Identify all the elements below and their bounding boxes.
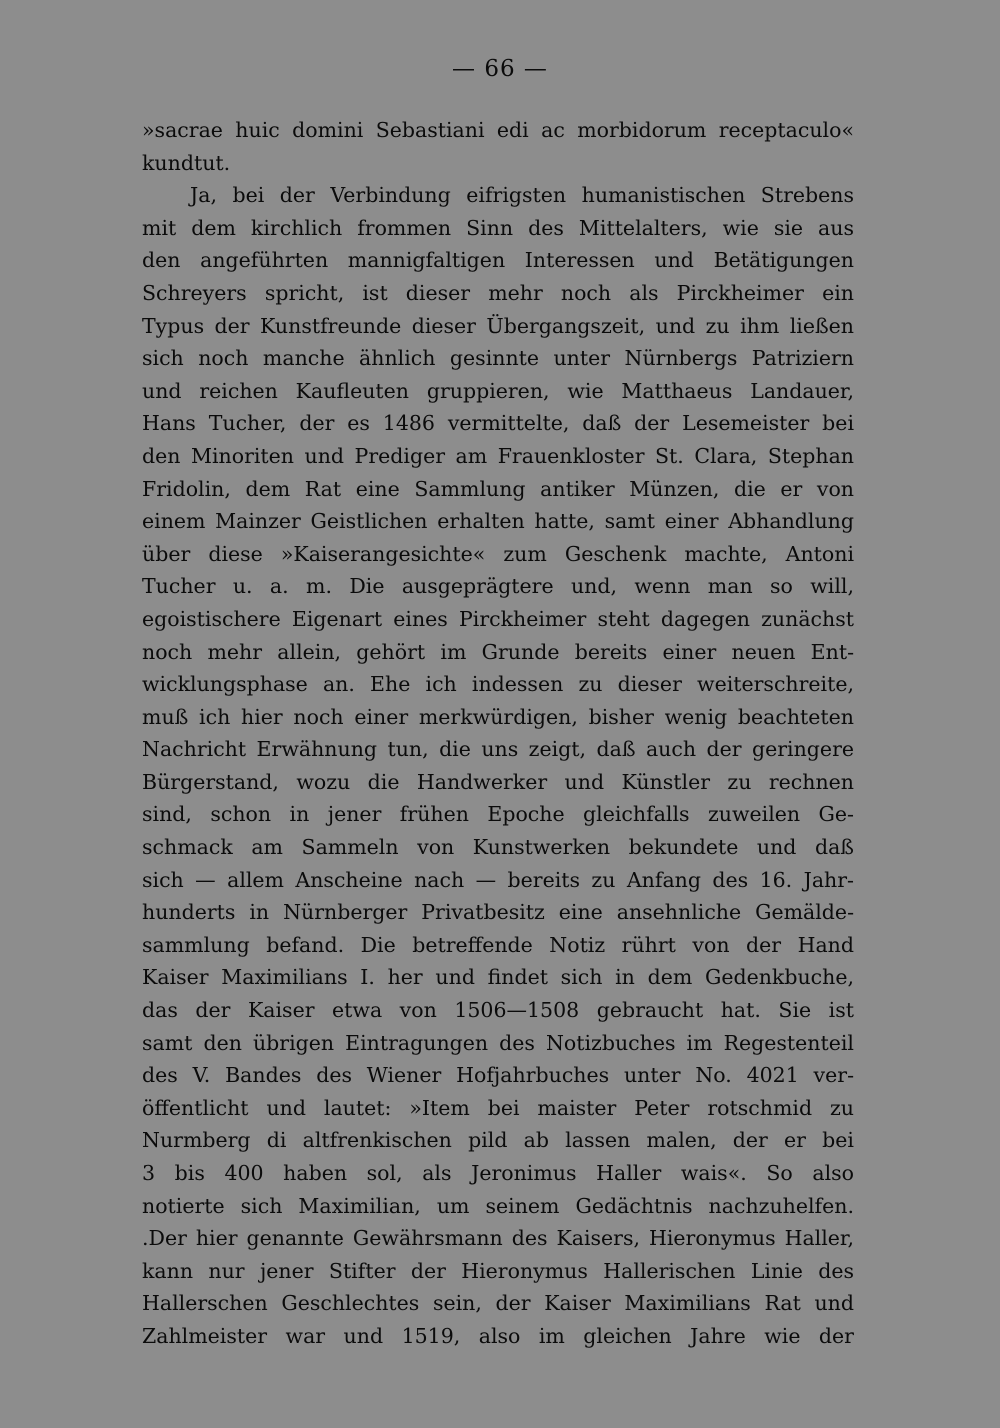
text-line: wicklungsphase an. Ehe ich indessen zu dieser weiterschreite, <box>142 672 854 697</box>
text-line: des V. Bandes des Wiener Hofjahrbuches unter No. 4021 ver- <box>142 1063 854 1088</box>
text-line: öffentlicht und lautet: »Item bei maister Peter rotschmid zu <box>142 1095 854 1120</box>
text-line: Hallerschen Geschlechtes sein, der Kaiser Maximilians Rat und <box>142 1291 854 1316</box>
text-line: sind, schon in jener frühen Epoche gleichfalls zuweilen Ge- <box>142 802 854 827</box>
text-line: Schreyers spricht, ist dieser mehr noch als Pirckheimer ein <box>142 280 854 305</box>
text-line: hunderts in Nürnberger Privatbesitz eine ansehnliche Gemälde- <box>142 900 854 925</box>
text-line: Zahlmeister war und 1519, also im gleichen Jahre wie der <box>142 1323 854 1348</box>
text-line: den angeführten mannigfaltigen Interessen und Betätigungen <box>142 248 854 273</box>
text-line: Hans Tucher, der es 1486 vermittelte, daß der Lesemeister bei <box>142 411 854 436</box>
text-line: sich noch manche ähnlich gesinnte unter Nürnbergs Patriziern <box>142 346 854 371</box>
text-line: einem Mainzer Geistlichen erhalten hatte, samt einer Abhandlung <box>142 509 854 534</box>
text-line: und reichen Kaufleuten gruppieren, wie Matthaeus Landauer, <box>142 378 854 403</box>
text-line: Kaiser Maximilians I. her und findet sich in dem Gedenkbuche, <box>142 965 854 990</box>
text-line: muß ich hier noch einer merkwürdigen, bisher wenig beachteten <box>142 704 854 729</box>
text-line: »sacrae huic domini Sebastiani edi ac morbidorum receptaculo« <box>142 118 854 142</box>
text-line: Tucher u. a. m. Die ausgeprägtere und, wenn man so will, <box>142 574 854 599</box>
text-line: notierte sich Maximilian, um seinem Gedächtnis nachzuhelfen. <box>142 1193 854 1218</box>
text-line: über diese »Kaiserangesichte« zum Geschenk machte, Antoni <box>142 541 854 566</box>
text-line: egoistischere Eigenart eines Pirckheimer steht dagegen zunächst <box>142 606 854 631</box>
text-line: sich — allem Anscheine nach — bereits zu Anfang des 16. Jahr- <box>142 867 854 892</box>
text-line: kann nur jener Stifter der Hieronymus Hallerischen Linie des <box>142 1258 854 1283</box>
body-text <box>142 114 854 1353</box>
text-line: Nurmberg di altfrenkischen pild ab lassen malen, der er bei <box>142 1128 854 1153</box>
text-line: Typus der Kunstfreunde dieser Übergangszeit, und zu ihm ließen <box>142 313 854 338</box>
text-line: 3 bis 400 haben sol, als Jeronimus Haller wais«. So also <box>142 1161 854 1185</box>
text-line: schmack am Sammeln von Kunstwerken bekundete und daß <box>142 835 854 860</box>
text-line: mit dem kirchlich frommen Sinn des Mittelalters, wie sie aus <box>142 215 854 240</box>
text-line: Fridolin, dem Rat eine Sammlung antiker Münzen, die er von <box>142 476 854 501</box>
text-line: das der Kaiser etwa von 1506—1508 gebraucht hat. Sie ist <box>142 998 854 1023</box>
text-line: sammlung befand. Die betreffende Notiz rührt von der Hand <box>142 932 854 957</box>
text-line: noch mehr allein, gehört im Grunde bereits einer neuen Ent- <box>142 639 854 664</box>
text-line: samt den übrigen Eintragungen des Notizbuches im Regestenteil <box>142 1030 854 1055</box>
text-line: Nachricht Erwähnung tun, die uns zeigt, daß auch der geringere <box>142 737 854 762</box>
text-line: .Der hier genannte Gewährsmann des Kaisers, Hieronymus Haller, <box>142 1226 854 1251</box>
text-line: Ja, bei der Verbindung eifrigsten humanistischen Strebens <box>190 183 854 208</box>
text-line: den Minoriten und Prediger am Frauenkloster St. Clara, Stephan <box>142 443 854 468</box>
text-line: Bürgerstand, wozu die Handwerker und Künstler zu rechnen <box>142 769 854 794</box>
page-number: — 66 — <box>452 56 548 82</box>
text-line: kundtut. <box>142 150 231 175</box>
